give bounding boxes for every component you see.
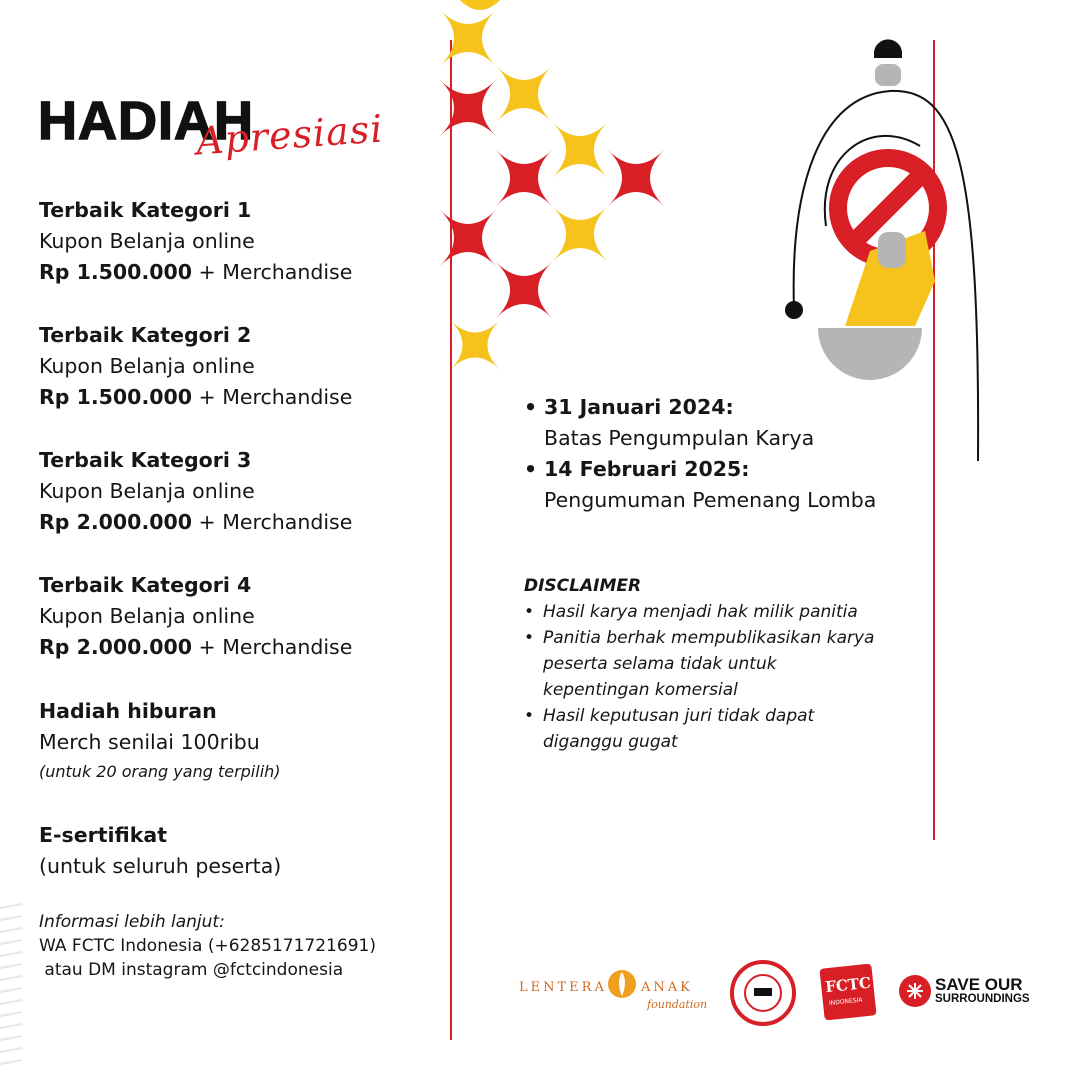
contact-info	[39, 910, 376, 982]
fctc-logo	[819, 963, 876, 1020]
prize-line: Kupon Belanja online	[39, 354, 255, 378]
date-desc: Batas Pengumpulan Karya	[544, 426, 815, 450]
fctc-text: FCTC	[824, 973, 872, 997]
prize-extra: + Merchandise	[192, 385, 353, 409]
save-our-surroundings-logo	[898, 974, 1028, 1014]
komnas-emblem-icon	[730, 960, 796, 1026]
prize-amount: Rp 2.000.000	[39, 510, 193, 534]
consolation-heading: Hadiah hiburan	[39, 699, 217, 723]
foundation-text: foundation	[647, 998, 708, 1011]
info-label: Informasi lebih lanjut:	[39, 912, 225, 932]
prize-heading: Terbaik Kategori 4	[39, 573, 252, 597]
prize-heading: Terbaik Kategori 2	[39, 323, 252, 347]
left-stripes-decoration	[0, 900, 30, 1080]
page-title: HADIAH	[38, 91, 254, 151]
save-line1: SAVE OUR	[935, 975, 1023, 994]
lentera-anak-logo	[519, 966, 709, 1016]
lentera-text: LENTERA	[519, 980, 607, 995]
consolation-note: (untuk 20 orang yang terpilih)	[39, 762, 281, 781]
date-item	[524, 392, 876, 454]
prize-amount: Rp 1.500.000	[39, 260, 193, 284]
certificate-heading: E-sertifikat	[39, 823, 168, 847]
date-desc: Pengumuman Pemenang Lomba	[544, 488, 877, 512]
disclaimer-item: • Hasil keputusan juri tidak dapat diganggu gugat	[524, 703, 884, 755]
save-line2: SURROUNDINGS	[935, 993, 1030, 1005]
prize-line: Kupon Belanja online	[39, 229, 255, 253]
save-emblem-icon	[898, 974, 932, 1008]
prize-heading: Terbaik Kategori 1	[39, 198, 252, 222]
disclaimer	[524, 573, 884, 755]
prize-heading: Terbaik Kategori 3	[39, 448, 252, 472]
consolation-line: Merch senilai 100ribu	[39, 730, 260, 754]
prize-amount: Rp 2.000.000	[39, 635, 193, 659]
date-value: • 14 Februari 2025:	[544, 457, 750, 481]
prize-line: Kupon Belanja online	[39, 604, 255, 628]
date-value: • 31 Januari 2024:	[544, 395, 734, 419]
page-subtitle: Apresiasi	[194, 106, 385, 164]
date-item	[524, 454, 876, 516]
certificate-line: (untuk seluruh peserta)	[39, 854, 282, 878]
anak-text: ANAK	[641, 980, 693, 995]
star-pattern-decoration	[420, 0, 670, 390]
prize-block-4	[39, 570, 439, 663]
prize-block-2	[39, 320, 439, 413]
prize-extra: + Merchandise	[192, 260, 353, 284]
prize-block-3	[39, 445, 439, 538]
prize-block-1	[39, 195, 439, 288]
prize-extra: + Merchandise	[192, 635, 353, 659]
disclaimer-item: • Hasil karya menjadi hak milik panitia	[524, 599, 884, 625]
info-dm: atau DM instagram @fctcindonesia	[39, 960, 344, 980]
disclaimer-title: DISCLAIMER	[524, 576, 642, 596]
prize-line: Kupon Belanja online	[39, 479, 255, 503]
komnas-text: KOMNAS PENGENDALIAN TEMBAKAU	[530, 760, 549, 761]
lentera-emblem-icon	[607, 966, 637, 1006]
fctc-sub-text: INDONESIA	[828, 996, 863, 1008]
disclaimer-item: • Panitia berhak mempublikasikan karya peserta selama tidak untuk kepentingan komersial	[524, 625, 884, 703]
date-list	[524, 392, 876, 516]
certificate-block	[39, 820, 439, 882]
save-text	[935, 977, 1030, 1007]
prize-amount: Rp 1.500.000	[39, 385, 193, 409]
consolation-block	[39, 696, 439, 786]
info-wa: WA FCTC Indonesia (+6285171721691)	[39, 936, 376, 956]
prize-extra: + Merchandise	[192, 510, 353, 534]
